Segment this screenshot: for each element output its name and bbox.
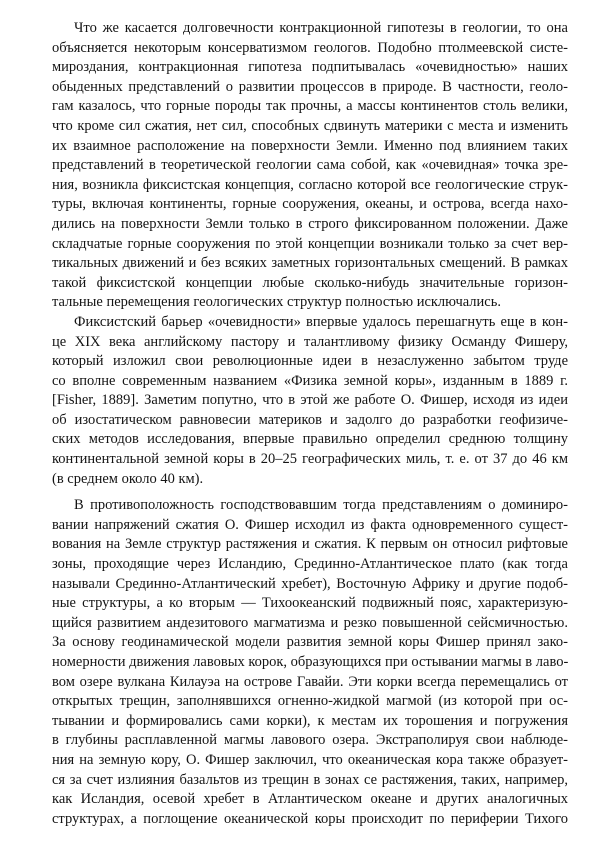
text-line: вании напряжений сжатия О. Фишер исходил из факта одновременного сущест- — [52, 516, 568, 533]
text-line: открытых трещин, заполнявшихся огненно-жидкой магмой (из которой при ос- — [52, 693, 568, 710]
text-line: ные структуры, а ко вторым — Тихоокеанский подвижный пояс, характеризую- — [52, 595, 568, 612]
text-line: их взаимное расположение на поверхности Земли. Именно под влиянием таких — [52, 137, 568, 154]
text-line: В противоположность господствовавшим тогда представлениям о доминиро- — [74, 497, 568, 514]
text-line: туры, включая континенты, горные сооружения, океаны, и острова, всегда нахо- — [52, 196, 568, 213]
text-line: как Исландия, осевой хребет в Атлантическом океане и других аналогичных — [52, 791, 568, 808]
text-line: вом озере вулкана Килауэа на острове Гавайи. Эти корки всегда перемещались от — [52, 673, 568, 690]
text-line: зоны, проходящие через Исландию, Срединно-Атлантическое плато (как тогда — [52, 556, 568, 573]
text-line: ния на земную кору, О. Фишер заключил, что океаническая кора также образует- — [52, 751, 568, 768]
text-line: такой фиксистской концепции любые сколько-нибудь значительные горизон- — [52, 274, 568, 291]
text-line: называли Срединно-Атлантический хребет), Восточную Африку и другие подоб- — [52, 575, 568, 592]
text-line: вования на Земле структур растяжения и сжатия. К первым он относил рифтовые — [52, 536, 568, 553]
text-line: Фиксистский барьер «очевидности» впервые удалось перешагнуть еще в кон- — [74, 313, 568, 330]
text-line: ских методов исследования, впервые правильно определил среднюю толщину — [52, 431, 568, 448]
paragraph-fisher-barrier — [52, 313, 568, 489]
text-line: что кроме сил сжатия, нет сил, способных сдвинуть материки с места и изменить — [52, 117, 568, 134]
text-line: [Fisher, 1889]. Заметим попутно, что в этой же работе О. Фишер, исходя из идеи — [52, 392, 568, 409]
text-line: За основу геодинамической модели развития земной коры Фишер принял зако- — [52, 634, 568, 651]
text-line: (в среднем около 40 км). — [52, 470, 204, 487]
paragraph-gap — [52, 489, 568, 496]
text-line: представлений в теоретической геологии сама собой, как «очевидная» точка зре- — [52, 157, 568, 174]
text-line: обыденных представлений о развитии процессов в природе. В частности, геоло- — [52, 78, 568, 95]
text-line: объясняется некоторым консерватизмом геологов. Подобно птолмеевской систе- — [52, 39, 568, 56]
text-line: щийся развитием андезитового магматизма и резко повышенной сейсмичностью. — [52, 614, 568, 631]
text-line: дились на поверхности Земли только в строго фиксированном положении. Даже — [52, 215, 568, 232]
text-line: номерности движения лавовых корок, образующихся при остывании магмы в лаво- — [52, 654, 569, 670]
text-line: тальные перемещения геологических структур полностью исключались. — [52, 294, 501, 311]
text-line: тикальных движений и без всяких заметных горизонтальных смещений. В рамках — [52, 255, 568, 272]
text-line: тывании и формировались сами корки), к местам их торошения и погружения — [52, 712, 568, 729]
text-line: со вполне современным названием «Физика земной коры», изданным в 1889 г. — [52, 372, 568, 389]
text-line: Что же касается долговечности контракционной гипотезы в геологии, то она — [74, 20, 568, 36]
text-line: гам казалось, что горные породы так прочны, а массы континентов столь велики, — [52, 98, 568, 115]
paragraph-contraction-hypothesis — [52, 19, 568, 313]
text-line: складчатые горные сооружения по этой концепции возникали только за счет вер- — [52, 235, 568, 252]
text-line: об изостатическом равновесии материков и задолго до разработки геофизиче- — [52, 411, 568, 428]
text-line: мироздания, контракционная гипотеза подпитывалась «очевидностью» наших — [52, 59, 568, 76]
text-line: ся за счет излияния базальтов из трещин в зонах се растяжения, таких, например, — [52, 771, 568, 788]
text-line: в глубины расплавленной магмы лавового озера. Экстраполируя свои наблюде- — [52, 732, 568, 749]
text-line: континентальной земной коры в 20–25 географических миль, т. е. от 37 до 46 км — [52, 451, 568, 468]
paragraph-fisher-model — [52, 496, 568, 829]
text-line: це XIX века английскому пастору и талантливому физику Османду Фишеру, — [52, 333, 568, 350]
text-line: структурах, а поглощение океанической коры происходит по периферии Тихого — [52, 810, 568, 827]
text-line: который изложил свои революционные идеи в незаслуженно забытом труде — [52, 353, 568, 370]
text-line: ния, возникла фиксистская концепция, согласно которой все геологические струк- — [52, 176, 568, 193]
